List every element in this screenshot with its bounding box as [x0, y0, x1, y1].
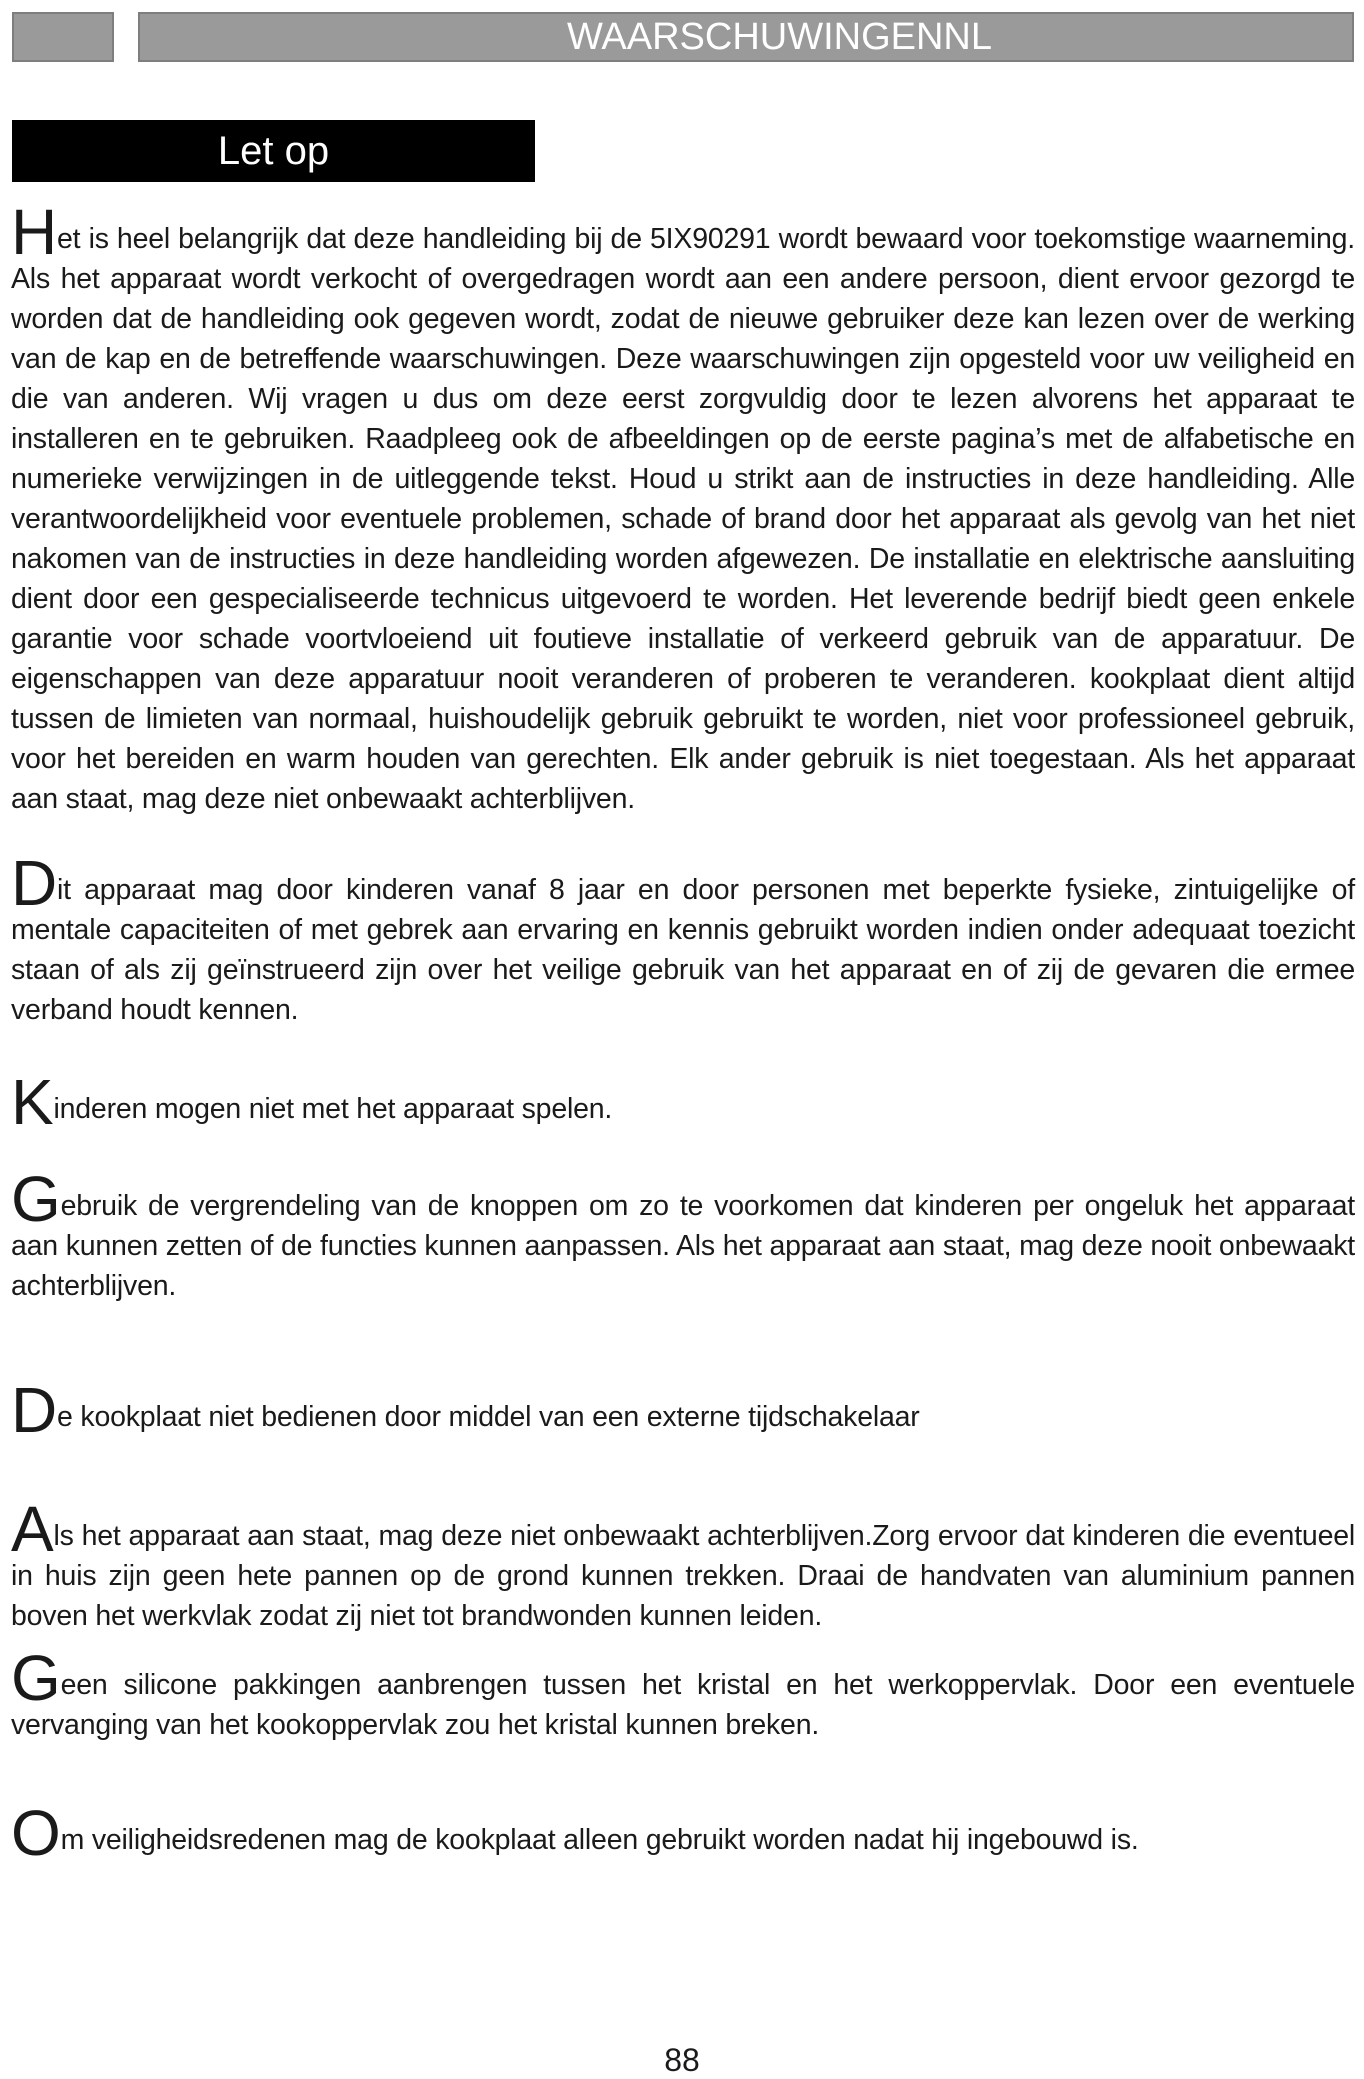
paragraph-text: ebruik de vergrendeling van de knoppen om zo te voorkomen dat kinderen per ongeluk het apparaat aan kunnen zetten of de functies kunnen aanpassen. Als het apparaat aan staat, mag deze nooit onbewaakt achterblijven.: [11, 1190, 1355, 1302]
drop-cap: O: [11, 1797, 61, 1869]
drop-cap: K: [11, 1066, 54, 1138]
paragraph-text: inderen mogen niet met het apparaat spelen.: [53, 1093, 613, 1125]
drop-cap: D: [11, 1374, 58, 1446]
drop-cap: H: [11, 196, 58, 268]
section-title: Let op: [217, 129, 330, 173]
paragraph-external-timer: [11, 1374, 1355, 1446]
paragraph-text: it apparaat mag door kinderen vanaf 8 jaar en door personen met beperkte fysieke, zintuigelijke of mentale capaciteiten of met gebrek aan ervaring en kennis gebruikt worden indien onder adequaat toezicht staan of als zij geïnstrueerd zijn over het veilige gebruik van het apparaat en of zij de gevaren die ermee verband houdt kennen.: [11, 874, 1355, 1026]
paragraph-unattended: [11, 1493, 1355, 1636]
paragraph-silicone: [11, 1642, 1355, 1745]
paragraph-built-in: [11, 1797, 1355, 1869]
paragraph-control-lock: [11, 1163, 1355, 1306]
header-bar: [138, 12, 1354, 62]
paragraph-children-play: [11, 1066, 1355, 1138]
drop-cap: A: [11, 1493, 54, 1565]
paragraph-text: ls het apparaat aan staat, mag deze niet onbewaakt achterblijven.Zorg ervoor dat kinderen die eventueel in huis zijn geen hete pannen op de grond kunnen trekken. Draai de handvaten van aluminium pannen boven het werkvlak zodat zij niet tot brandwonden kunnen leiden.: [11, 1520, 1355, 1632]
paragraph-intro: [11, 196, 1355, 819]
drop-cap: G: [11, 1163, 61, 1235]
page-number: 88: [664, 2042, 700, 2078]
drop-cap: G: [11, 1642, 61, 1714]
paragraph-text: e kookplaat niet bedienen door middel van een externe tijdschakelaar: [57, 1401, 920, 1433]
paragraph-text: een silicone pakkingen aanbrengen tussen het kristal en het werkoppervlak. Door een eventuele vervanging van het kookoppervlak zou het kristal kunnen breken.: [11, 1669, 1355, 1741]
paragraph-text: et is heel belangrijk dat deze handleiding bij de 5IX90291 wordt bewaard voor toekomstige waarneming. Als het apparaat wordt verkocht of overgedragen wordt aan een andere persoon, dient ervoor gezorgd te worden dat de handleiding ook gegeven wordt, zodat de nieuwe gebruiker deze kan lezen over de werking van de kap en de betreffende waarschuwingen. Deze waarschuwingen zijn opgesteld voor uw veiligheid en die van anderen. Wij vragen u dus om deze eerst zorgvuldig door te lezen alvorens het apparaat te installeren en te gebruiken. Raadpleeg ook de afbeeldingen op de eerste pagina’s met de alfabetische en numerieke verwijzingen in de uitleggende tekst. Houd u strikt aan de instructies in deze handleiding. Alle verantwoordelijkheid voor eventuele problemen, schade of brand door het apparaat als gevolg van het niet nakomen van de instructies in deze handleiding worden afgewezen. De installatie en elektrische aansluiting dient door een gespecialiseerde technicus uitgevoerd te worden. Het leverende bedrijf biedt geen enkele garantie voor schade voortvloeiend uit foutieve installatie of verkeerd gebruik van de apparatuur. De eigenschappen van deze apparatuur nooit veranderen of proberen te veranderen. kookplaat dient altijd tussen de limieten van normaal, huishoudelijk gebruik gebruikt te worden, niet voor professioneel gebruik, voor het bereiden en warm houden van gerechten. Elk ander gebruik is niet toegestaan. Als het apparaat aan staat, mag deze niet onbewaakt achterblijven.: [11, 223, 1355, 815]
warnings-content: [11, 196, 1355, 1869]
paragraph-children-age: [11, 847, 1355, 1030]
paragraph-text: m veiligheidsredenen mag de kookplaat alleen gebruikt worden nadat hij ingebouwd is.: [60, 1824, 1139, 1856]
drop-cap: D: [11, 847, 58, 919]
header-title: WAARSCHUWINGENNL: [566, 16, 992, 58]
section-title-bar: [12, 120, 535, 182]
header-left-block: [12, 12, 114, 62]
